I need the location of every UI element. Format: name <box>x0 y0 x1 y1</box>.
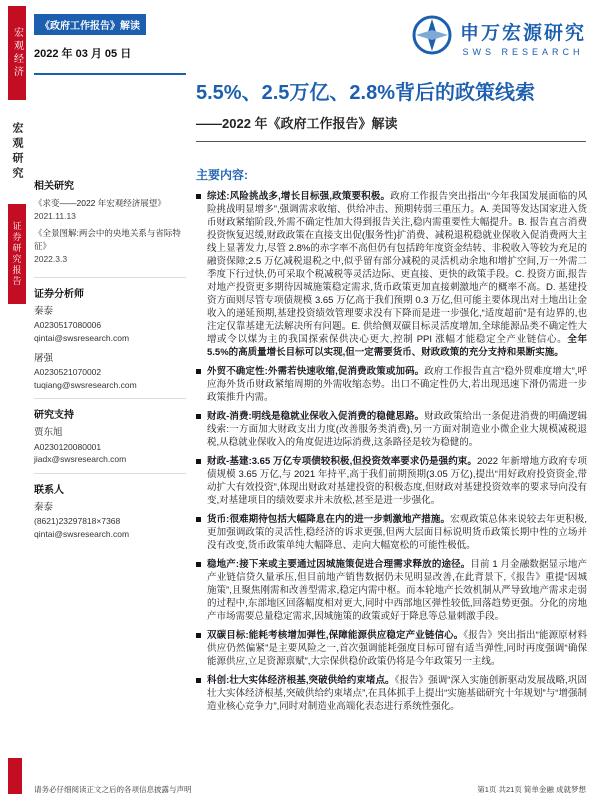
analyst-email-link[interactable]: tuqiang@swsresearch.com <box>34 379 137 390</box>
square-bullet-icon <box>196 678 201 683</box>
analysts-header: 证券分析师 <box>34 288 84 300</box>
report-date: 2022 年 03 月 05 日 <box>34 48 132 60</box>
fiscal-consumption-bullet <box>196 410 587 449</box>
support-email-link[interactable]: jiadx@swsresearch.com <box>34 454 127 465</box>
bullet-body: 财政政策给出一条促进消费的明确逻辑线索:一方面加大财政支出力度(改善服务类消费),另一方面对制造业小微企业大规模减税退税,从稳就业保收入的角度促进边际消费,这条路径是较为稳健的。 <box>207 411 587 448</box>
related-research-title: 《全景图解:两会中的央地关系与省际特征》 <box>34 228 181 251</box>
bullet-body: 《报告》突出指出“能源原材料供应仍然偏紧”是主要风险之一,首次强调能耗强度目标可留有适当弹性,同时再度强调“确保能源供应,立足资源禀赋”,大宗保供稳价政策仍将是今年政策另一主线。 <box>207 630 587 667</box>
title-block <box>196 80 586 142</box>
dual-carbon-bullet <box>196 629 587 668</box>
bullet-paragraph <box>207 410 587 449</box>
bullet-paragraph <box>207 558 587 623</box>
corner-stamp <box>8 758 22 794</box>
bullet-paragraph <box>207 674 587 713</box>
square-bullet-icon <box>196 369 201 374</box>
bullet-lead: 科创:壮大实体经济根基,突破供给约束堵点。 <box>207 675 395 686</box>
property-bullet <box>196 558 587 623</box>
contact-phone: (8621)23297818×7368 <box>34 516 121 527</box>
main-content <box>196 166 587 719</box>
title-divider <box>196 141 586 142</box>
series-label: 《政府工作报告》解读 <box>34 14 146 35</box>
bullet-paragraph <box>207 513 587 552</box>
footer-disclaimer: 请务必仔细阅读正文之后的各项信息披露与声明 <box>34 785 192 794</box>
footer-page-info: 第1页 共21页 简单金融 成就梦想 <box>477 785 586 794</box>
page-footer <box>34 784 586 795</box>
analyst-id: A0230517080006 <box>34 320 102 331</box>
bullet-body: 《报告》强调“深入实施创新驱动发展战略,巩固壮大实体经济根基,突破供给约束堵点”,在具体抓手上提出“实施基础研究十年规划”与“增强制造业核心竞争力”,同时对制造业高端化表态进行系统性强化。 <box>207 675 587 712</box>
left-info-panel <box>34 170 186 548</box>
square-bullet-icon <box>196 194 201 199</box>
brand-name-cn: 申万宏源研究 <box>459 23 586 44</box>
support-person <box>34 426 186 466</box>
brand-name-en: SWS RESEARCH <box>462 47 584 57</box>
contact-section <box>34 474 186 548</box>
header <box>34 14 586 75</box>
bullet-paragraph <box>207 455 587 507</box>
bullet-body: 宏观政策总体来说较去年更积极,更加强调政策的灵活性,稳经济的诉求更强,但两大层面目标说明货币政策长期中性的立场并没有改变,货币政策单纯大幅降息、走向大幅宽松的可能性极低。 <box>207 514 587 551</box>
contact-email-link[interactable]: qintai@swsresearch.com <box>34 529 130 540</box>
bullet-lead: 货币:很难期待包括大幅降息在内的进一步刺激地产措施。 <box>207 514 451 525</box>
related-research-title: 《求变——2022 年宏观经济展望》 <box>34 198 166 208</box>
sidebar-report-type-label: 证券研究报告 <box>8 204 26 304</box>
bullet-body: 政府工作报告直言“稳外贸难度增大”,呼应海外货币财政紧缩周期的外需收缩态势。出口不确定性仍大,若出现迅速下滑仍需进一步政策推升内需。 <box>207 366 587 403</box>
report-subtitle: ——2022 年《政府工作报告》解读 <box>196 116 398 131</box>
contact-person <box>34 501 186 541</box>
analyst-name: 屠强 <box>34 352 54 364</box>
bullet-lead: 外贸不确定性:外需若快速收缩,促消费政策或加码。 <box>207 366 425 377</box>
bullet-emphasis: 全年 5.5%的高质量增长目标可以实现,但一定需要货币、财政政策的充分支持和果断实施。 <box>207 334 587 358</box>
contact-name: 秦泰 <box>34 502 54 514</box>
bullet-body: 政府工作报告突出指出“今年我国发展面临的风险挑战明显增多”,强调需求收缩、供给冲击、预期转弱三重压力。A. 美国等发达国家进入货币财政紧缩阶段,外需不确定性加大得到报告关注,稳内需重要性大幅提升。B. 报告直言消费投资恢复迟缓,财政政策在直接支出促(服务性)扩消费、减税退税稳就业保收入促消费两大主线上显著发力,尽管 2.8%的赤字率不高但仍有包括跨年度资金结转、非税收入等较为充足的融资保障;2.5 万亿减税退税之中,似乎留有部分减税的灵活机动余地和增扩空间,万一外需二季度下行过快,仍可采取个税减税等灵活边际、更直接、更快的政策手段。C. 投资方面,报告对地产投资更多期待因城施策稳定需求,货币政策更加直接刺激地产的概率不高。D. 基建投资方面则尽管专项债规模 3.65 万亿高于我们预期 0.3 万亿,但可能主要体现出对土地出让金收入的递延预期,基建投资绩效管理要求没有下降而是进一步强化,“适度超前”是有边界的,也注定仅靠基建无法解决所有问题。E. 供给侧双碳目标灵活度增加,全球能源品类不确定性大增或令以煤为主的我国探索保供决心更大,控制 PPI 涨幅才能稳定全产业链信心。 <box>207 191 587 345</box>
sidebar-section-label: 宏观研究 <box>11 122 23 182</box>
square-bullet-icon <box>196 414 201 419</box>
sidebar-category-label: 宏观经济 <box>8 6 26 100</box>
bullet-paragraph <box>207 365 587 404</box>
analyst <box>34 352 186 392</box>
bullet-lead: 综述:风险挑战多,增长目标强,政策要积极。 <box>207 191 391 202</box>
analyst <box>34 305 186 345</box>
contact-header: 联系人 <box>34 485 64 497</box>
compass-logo-icon <box>411 14 453 61</box>
bullet-paragraph <box>207 190 587 359</box>
related-research-header: 相关研究 <box>34 181 74 192</box>
analyst-email-link[interactable]: qintai@swsresearch.com <box>34 332 130 343</box>
research-support-header: 研究支持 <box>34 410 74 422</box>
content-heading: 主要内容: <box>196 168 248 182</box>
brand-logo <box>411 14 586 61</box>
bullet-lead: 双碳目标:能耗考核增加弹性,保障能源供应稳定产业链信心。 <box>207 630 464 641</box>
report-title: 5.5%、2.5万亿、2.8%背后的政策线索 <box>196 82 535 104</box>
bullet-lead: 财政-基建:3.65 万亿专项债较积极,但投资效率要求仍是强约束。 <box>207 456 477 467</box>
square-bullet-icon <box>196 459 201 464</box>
square-bullet-icon <box>196 517 201 522</box>
summary-bullet <box>196 190 587 359</box>
trade-bullet <box>196 365 587 404</box>
analyst-name: 秦泰 <box>34 305 54 317</box>
bullet-lead: 稳地产:接下来或主要通过因城施策促进合理需求释放的途径。 <box>207 559 471 570</box>
monetary-bullet <box>196 513 587 552</box>
related-research-section <box>34 170 186 278</box>
support-id: A0230120080001 <box>34 441 102 452</box>
header-left <box>34 14 186 75</box>
bullet-body: 目前 1 月金融数据显示地产产业链信贷久量承压,但目前地产销售数据仍未见明显改善,在此背景下,《报告》重提“因城施策”,且聚焦刚需和改善型需求,稳定内需中枢。而本轮地产长效机制从严导致地产需求走弱的过程中,东部地区回落幅度相对更大,同时中西部地区弹性较低,回落趋势更强。分化的房地产市场需要总量稳定需求,因城施策的政策或好于降息等总量刺激手段。 <box>207 559 587 622</box>
brand-text <box>460 18 586 57</box>
research-support-section <box>34 399 186 474</box>
analysts-section <box>34 278 186 400</box>
analyst-id: A0230521070002 <box>34 366 102 377</box>
bullet-paragraph <box>207 629 587 668</box>
square-bullet-icon <box>196 633 201 638</box>
square-bullet-icon <box>196 562 201 567</box>
support-name: 贾东旭 <box>34 427 63 439</box>
related-research-date: 2021.11.13 <box>34 211 76 222</box>
related-research-date: 2022.3.3 <box>34 253 68 264</box>
innovation-bullet <box>196 674 587 713</box>
bullet-lead: 财政-消费:明线是稳就业保收入促消费的稳健思路。 <box>207 411 425 422</box>
bullet-body: 2022 年新增地方政府专项债规模 3.65 万亿,与 2021 年持平,高于我们前期预期(3.05 万亿),提出“用好政府投资资金,带动扩大有效投资”,体现出财政对基建投资的积极态度,但财政对基建投资效率的要求导向没有变,对基建项目的绩效要求并未放松,甚至是进一步强化。 <box>207 456 587 506</box>
fiscal-infrastructure-bullet <box>196 455 587 507</box>
